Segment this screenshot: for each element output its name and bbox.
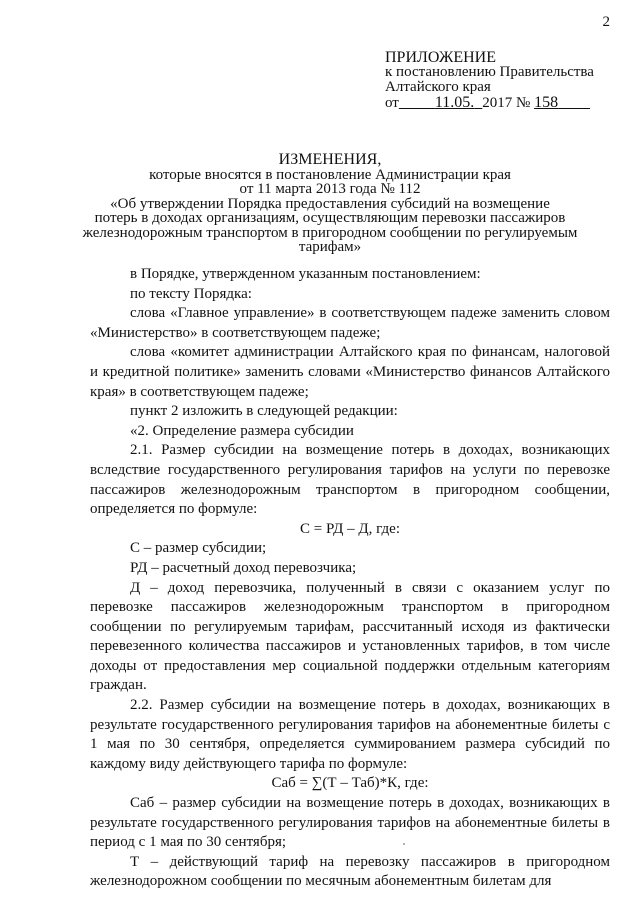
date-prefix: от (385, 95, 399, 111)
paragraph: 2.2. Размер субсидии на возмещение потерь в доходах, возникающих в результате государственного регулирования тарифов на абонементные билеты с 1 мая по 30 сентября, определяется суммированием размера субсидий по каждому виду действующего тарифа по формуле: (90, 697, 610, 772)
heading-line-3: «Об утверждении Порядка предоставления субсидий на возмещение (110, 195, 550, 212)
heading-line-1: которые вносятся в постановление Администрации края (149, 166, 511, 183)
appendix-line-2: Алтайского края (385, 79, 491, 95)
appendix-block (385, 50, 594, 111)
paragraph: Саб – размер субсидии на возмещение потерь в доходах, возникающих в результате государственного регулирования тарифов на абонементные билеты в период с 1 мая по 30 сентября; (90, 795, 610, 851)
appendix-title: ПРИЛОЖЕНИЕ (385, 49, 497, 66)
paragraph: Т – действующий тариф на перевозку пассажиров в пригородном железнодорожном сообщении по месячным абонементным билетам для (90, 853, 610, 890)
formula: С = РД – Д, где: (299, 520, 400, 537)
paragraph: 2.1. Размер субсидии на возмещение потерь в доходах, возникающих вследствие государственного регулирования тарифов на услуги по перевозке пассажиров железнодорожным транспортом в пригородном сообщении, определяется по формуле: (90, 442, 610, 518)
number-sign: № (516, 95, 531, 111)
heading-title: ИЗМЕНЕНИЯ, (278, 151, 382, 168)
year-value: 2017 (482, 95, 513, 111)
heading-line-5: железнодорожным транспортом в пригородном сообщении по регулируемым (82, 224, 578, 241)
date-value: 11.05. (434, 94, 475, 111)
page-number: 2 (602, 14, 610, 30)
paragraph: Д – доход перевозчика, полученный в связи с оказанием услуг по перевозке пассажиров железнодорожным транспортом в пригородном сообщении по регулируемым тарифам, рассчитанный исходя из фактически перевезенного количества пассажиров и установленных тарифов, в том числе доходы от предоставления мер социальной поддержки отдельным категориям граждан. (90, 579, 610, 694)
paragraph: слова «Главное управление» в соответствующем падеже заменить словом «Министерство» в соответствующем падеже; (90, 305, 610, 341)
formula: Саб = ∑(Т – Таб)*К, где: (271, 775, 429, 792)
paragraph: в Порядке, утвержденном указанным постановлением: (130, 266, 481, 282)
appendix-line-1: к постановлению Правительства (385, 64, 594, 80)
paragraph: С – размер субсидии; (130, 540, 267, 557)
document-heading (60, 153, 600, 255)
paragraph: слова «комитет администрации Алтайского края по финансам, налоговой и кредитной политике» заменить словами «Министерство финансов Алтайского края» в соответствующем падеже; (90, 344, 610, 400)
date-field (399, 94, 482, 111)
heading-line-6: тарифам» (298, 239, 362, 255)
paragraph: пункт 2 изложить в следующей редакции: (130, 403, 398, 420)
number-value: 158 (534, 94, 559, 111)
paragraph: РД – расчетный доход перевозчика; (130, 559, 357, 576)
document-body (90, 265, 610, 892)
appendix-signature-line (385, 95, 594, 111)
heading-line-2: от 11 марта 2013 года № 112 (239, 181, 421, 197)
heading-line-4: потерь в доходах организациям, осуществляющим перевозки пассажиров (94, 210, 566, 226)
paragraph: «2. Определение размера субсидии (130, 422, 354, 439)
paragraph: по тексту Порядка: (130, 285, 252, 302)
number-field (534, 94, 590, 111)
scan-speck (403, 843, 405, 845)
